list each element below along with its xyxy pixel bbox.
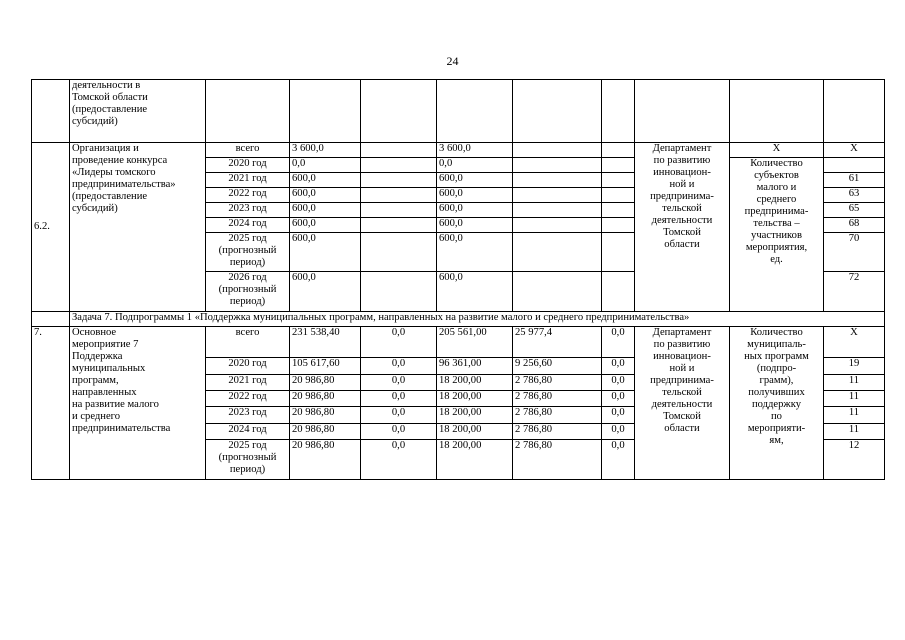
amount-cell: 96 361,00 (437, 358, 513, 375)
amount-cell: 0,0 (602, 327, 635, 358)
table-row (32, 143, 885, 158)
amount-cell: 0,0 (602, 391, 635, 407)
total-cell: 600,0 (290, 233, 361, 272)
amount-cell: 2 786,80 (513, 375, 602, 391)
indicator-value: 63 (824, 188, 885, 203)
amount-cell: 18 200,00 (437, 375, 513, 391)
page-number: 24 (446, 54, 459, 68)
amount-cell: 0,0 (602, 375, 635, 391)
empty-cell (602, 80, 635, 143)
total-cell: 20 986,80 (290, 440, 361, 480)
total-cell: 20 986,80 (290, 391, 361, 407)
total-cell: 20 986,80 (290, 375, 361, 391)
period-cell: всего (206, 143, 290, 158)
period-cell: 2022 год (206, 188, 290, 203)
amount-cell (513, 218, 602, 233)
task-row (32, 312, 885, 327)
program-table (31, 79, 885, 480)
amount-cell (602, 203, 635, 218)
measure-name: Организация и проведение конкурса «Лидеры томского предпринимательства» (предоставление субсидий) (70, 143, 206, 312)
amount-cell: 600,0 (437, 173, 513, 188)
total-cell: 20 986,80 (290, 407, 361, 424)
period-cell: 2021 год (206, 375, 290, 391)
period-cell: 2025 год (прогнозный период) (206, 440, 290, 480)
amount-cell: 2 786,80 (513, 424, 602, 440)
total-cell: 600,0 (290, 173, 361, 188)
amount-cell: 0,0 (361, 358, 437, 375)
amount-cell: 3 600,0 (437, 143, 513, 158)
amount-cell: 2 786,80 (513, 391, 602, 407)
total-cell: 600,0 (290, 203, 361, 218)
total-cell: 600,0 (290, 188, 361, 203)
total-cell: 600,0 (290, 272, 361, 312)
amount-cell: 0,0 (602, 358, 635, 375)
amount-cell: 0,0 (361, 440, 437, 480)
row-id-cell (32, 80, 70, 143)
amount-cell: 0,0 (602, 407, 635, 424)
total-cell: 105 617,60 (290, 358, 361, 375)
amount-cell (361, 158, 437, 173)
amount-cell: 25 977,4 (513, 327, 602, 358)
table-row-continuation (32, 80, 885, 143)
empty-cell (824, 80, 885, 143)
amount-cell (361, 188, 437, 203)
indicator-value: 68 (824, 218, 885, 233)
amount-cell (602, 233, 635, 272)
indicator-value: 11 (824, 407, 885, 424)
amount-cell (602, 158, 635, 173)
task-id-cell (32, 312, 70, 327)
indicator-value (824, 158, 885, 173)
amount-cell: 0,0 (602, 424, 635, 440)
period-cell: 2025 год (прогнозный период) (206, 233, 290, 272)
indicator-value: 61 (824, 173, 885, 188)
period-cell: 2024 год (206, 424, 290, 440)
amount-cell: 205 561,00 (437, 327, 513, 358)
empty-cell (635, 80, 730, 143)
indicator-x: Х (730, 143, 824, 158)
amount-cell: 18 200,00 (437, 440, 513, 480)
amount-cell (602, 173, 635, 188)
total-cell: 0,0 (290, 158, 361, 173)
indicator-value: 11 (824, 375, 885, 391)
amount-cell (513, 272, 602, 312)
total-cell: 600,0 (290, 218, 361, 233)
amount-cell: 2 786,80 (513, 440, 602, 480)
indicator-value: 65 (824, 203, 885, 218)
amount-cell: 600,0 (437, 272, 513, 312)
amount-cell (513, 233, 602, 272)
amount-cell: 0,0 (361, 407, 437, 424)
empty-cell (361, 80, 437, 143)
amount-cell: 18 200,00 (437, 424, 513, 440)
period-cell: 2020 год (206, 358, 290, 375)
total-cell: 3 600,0 (290, 143, 361, 158)
total-cell: 20 986,80 (290, 424, 361, 440)
indicator-value: 19 (824, 358, 885, 375)
amount-cell: 0,0 (361, 391, 437, 407)
amount-cell: 18 200,00 (437, 391, 513, 407)
empty-cell (513, 80, 602, 143)
amount-cell (361, 233, 437, 272)
indicator-value: 11 (824, 424, 885, 440)
row-id: 6.2. (32, 143, 70, 312)
amount-cell (361, 173, 437, 188)
period-cell: 2024 год (206, 218, 290, 233)
amount-cell (602, 218, 635, 233)
indicator-value: 70 (824, 233, 885, 272)
amount-cell (361, 143, 437, 158)
amount-cell: 0,0 (361, 375, 437, 391)
amount-cell (602, 272, 635, 312)
amount-cell: 600,0 (437, 233, 513, 272)
period-cell: 2021 год (206, 173, 290, 188)
amount-cell (513, 203, 602, 218)
amount-cell: 0,0 (361, 424, 437, 440)
responsible-dept: Департамент по развитию инновацион- ной и предпринима- тельской деятельности Томской области (635, 327, 730, 480)
measure-name: Основное мероприятие 7 Поддержка муниципальных программ, направленных на развитие малого и среднего предпринимательства (70, 327, 206, 480)
amount-cell (361, 272, 437, 312)
period-cell: 2020 год (206, 158, 290, 173)
amount-cell: 9 256,60 (513, 358, 602, 375)
indicator-value: 11 (824, 391, 885, 407)
task-title: Задача 7. Подпрограммы 1 «Поддержка муниципальных программ, направленных на развитие малого и среднего предпринимательства» (70, 312, 885, 327)
amount-cell: 2 786,80 (513, 407, 602, 424)
empty-cell (437, 80, 513, 143)
indicator-name: Количество муниципаль- ных программ (подпро- грамм), получивших поддержку по мероприяти- ям, (730, 327, 824, 480)
amount-cell: 600,0 (437, 203, 513, 218)
amount-cell: 0,0 (361, 327, 437, 358)
indicator-value: Х (824, 327, 885, 358)
responsible-dept: Департамент по развитию инновацион- ной и предпринима- тельской деятельности Томской области (635, 143, 730, 312)
indicator-value: 12 (824, 440, 885, 480)
amount-cell (361, 203, 437, 218)
period-cell: 2022 год (206, 391, 290, 407)
amount-cell (602, 143, 635, 158)
amount-cell (513, 173, 602, 188)
indicator-value: 72 (824, 272, 885, 312)
amount-cell: 0,0 (602, 440, 635, 480)
amount-cell (361, 218, 437, 233)
indicator-value: Х (824, 143, 885, 158)
amount-cell (513, 158, 602, 173)
period-cell: 2023 год (206, 407, 290, 424)
table-row (32, 327, 885, 358)
amount-cell (513, 143, 602, 158)
amount-cell: 18 200,00 (437, 407, 513, 424)
empty-cell (206, 80, 290, 143)
amount-cell: 0,0 (437, 158, 513, 173)
row-id: 7. (32, 327, 70, 480)
amount-cell (513, 188, 602, 203)
amount-cell: 600,0 (437, 218, 513, 233)
period-cell: 2023 год (206, 203, 290, 218)
amount-cell: 600,0 (437, 188, 513, 203)
measure-name: деятельности в Томской области (предоставление субсидий) (70, 80, 206, 143)
indicator-name: Количество субъектов малого и среднего предпринима- тельства – участников мероприятия, ед. (730, 158, 824, 312)
amount-cell (602, 188, 635, 203)
period-cell: 2026 год (прогнозный период) (206, 272, 290, 312)
empty-cell (290, 80, 361, 143)
period-cell: всего (206, 327, 290, 358)
empty-cell (730, 80, 824, 143)
total-cell: 231 538,40 (290, 327, 361, 358)
